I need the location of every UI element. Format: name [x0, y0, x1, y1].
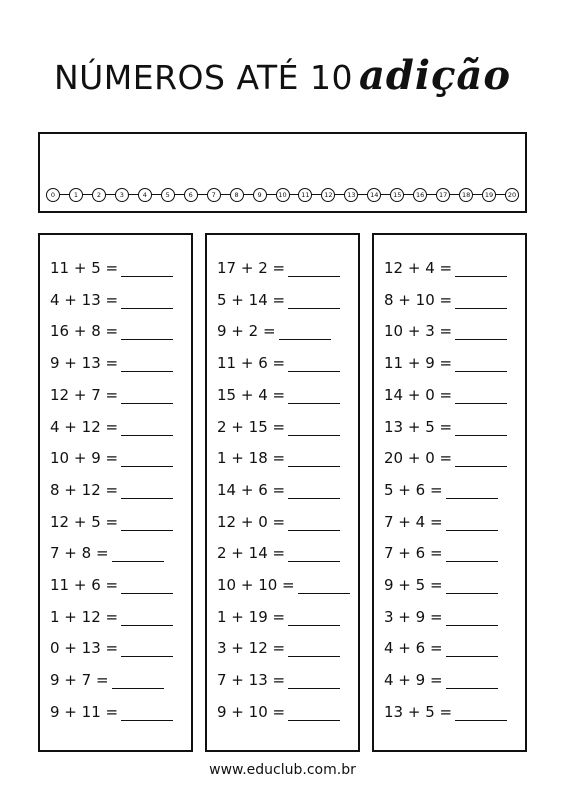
equation-text: 16 + 8 = — [50, 322, 119, 341]
equation-text: 2 + 15 = — [217, 417, 286, 436]
exercise-row — [50, 445, 173, 467]
answer-blank[interactable] — [455, 451, 507, 467]
answer-blank[interactable] — [121, 293, 173, 309]
exercise-row — [50, 667, 164, 689]
number-line-tick: 18 — [459, 188, 473, 202]
equation-text: 12 + 4 = — [384, 259, 453, 277]
answer-blank[interactable] — [288, 705, 340, 721]
exercise-row — [50, 509, 173, 531]
answer-blank[interactable] — [446, 673, 498, 689]
exercise-row — [50, 540, 164, 562]
answer-blank[interactable] — [455, 420, 507, 436]
answer-blank[interactable] — [288, 610, 340, 626]
number-line-box — [38, 132, 527, 213]
equation-text: 4 + 12 = — [50, 417, 119, 436]
equation-text: 7 + 13 = — [217, 671, 286, 690]
exercise-row — [50, 382, 173, 404]
number-line-tick: 9 — [253, 188, 267, 202]
number-line-tick: 14 — [367, 188, 381, 202]
answer-blank[interactable] — [121, 483, 173, 499]
answer-blank[interactable] — [112, 673, 164, 689]
answer-blank[interactable] — [279, 324, 331, 340]
answer-blank[interactable] — [455, 261, 507, 277]
answer-blank[interactable] — [446, 515, 498, 531]
title-main: NÚMEROS ATÉ 10 — [53, 58, 353, 97]
equation-text: 10 + 10 = — [217, 576, 295, 594]
exercise-row — [217, 604, 340, 626]
exercise-row — [384, 540, 498, 562]
exercise-row — [384, 635, 498, 657]
equation-text: 5 + 14 = — [217, 290, 286, 309]
answer-blank[interactable] — [121, 451, 173, 467]
equation-text: 12 + 5 = — [50, 512, 119, 531]
equation-text: 12 + 0 = — [217, 512, 286, 531]
exercise-row — [50, 635, 173, 657]
exercise-row — [217, 287, 340, 309]
footer-url: www.educlub.com.br — [209, 762, 356, 778]
equation-text: 11 + 9 = — [384, 354, 453, 373]
equation-text: 7 + 8 = — [50, 544, 109, 563]
answer-blank[interactable] — [288, 261, 340, 277]
equation-text: 9 + 7 = — [50, 671, 109, 690]
equation-text: 9 + 10 = — [217, 702, 286, 721]
equation-text: 3 + 9 = — [384, 607, 443, 626]
equation-text: 4 + 13 = — [50, 290, 119, 309]
exercise-row — [217, 635, 340, 657]
answer-blank[interactable] — [455, 324, 507, 340]
answer-blank[interactable] — [446, 578, 498, 594]
exercise-row — [217, 382, 340, 404]
exercise-row — [384, 572, 498, 594]
equation-text: 9 + 13 = — [50, 354, 119, 373]
equation-text: 7 + 6 = — [384, 544, 443, 563]
equation-text: 10 + 3 = — [384, 322, 453, 341]
exercise-row — [384, 509, 498, 531]
exercise-row — [217, 477, 340, 499]
number-line-tick: 12 — [321, 188, 335, 202]
equation-text: 14 + 6 = — [217, 480, 286, 499]
answer-blank[interactable] — [455, 356, 507, 372]
equation-text: 15 + 4 = — [217, 385, 286, 404]
exercise-row — [384, 287, 507, 309]
equation-text: 9 + 11 = — [50, 702, 119, 721]
answer-blank[interactable] — [288, 641, 340, 657]
equation-text: 1 + 19 = — [217, 607, 286, 626]
number-line-tick: 19 — [482, 188, 496, 202]
exercise-row — [50, 604, 173, 626]
number-line-tick: 17 — [436, 188, 450, 202]
answer-blank[interactable] — [121, 324, 173, 340]
exercise-row — [50, 350, 173, 372]
answer-blank[interactable] — [446, 483, 498, 499]
answer-blank[interactable] — [121, 388, 173, 404]
exercise-row — [217, 509, 340, 531]
equation-text: 0 + 13 = — [50, 639, 119, 658]
number-line-tick: 10 — [276, 188, 290, 202]
answer-blank[interactable] — [121, 705, 173, 721]
number-line-tick: 20 — [505, 188, 519, 202]
equation-text: 8 + 12 = — [50, 480, 119, 499]
exercise-row — [50, 255, 173, 277]
number-line — [46, 188, 519, 202]
exercise-row — [217, 445, 340, 467]
number-line-tick: 7 — [207, 188, 221, 202]
exercise-row — [50, 287, 173, 309]
exercise-row — [384, 382, 507, 404]
answer-blank[interactable] — [288, 388, 340, 404]
exercise-row — [384, 350, 507, 372]
answer-blank[interactable] — [446, 610, 498, 626]
exercise-row — [50, 318, 173, 340]
equation-text: 1 + 18 = — [217, 449, 286, 468]
exercise-column-1 — [38, 233, 193, 752]
answer-blank[interactable] — [121, 356, 173, 372]
equation-text: 11 + 5 = — [50, 259, 119, 277]
exercise-row — [384, 318, 507, 340]
answer-blank[interactable] — [121, 515, 173, 531]
exercise-row — [50, 414, 173, 436]
exercise-row — [217, 318, 331, 340]
number-line-tick: 13 — [344, 188, 358, 202]
answer-blank[interactable] — [121, 610, 173, 626]
answer-blank[interactable] — [288, 673, 340, 689]
equation-text: 4 + 9 = — [384, 671, 443, 690]
equation-text: 20 + 0 = — [384, 449, 453, 468]
equation-text: 9 + 5 = — [384, 576, 443, 594]
answer-blank[interactable] — [288, 451, 340, 467]
answer-blank[interactable] — [112, 546, 164, 562]
exercise-row — [384, 667, 498, 689]
answer-blank[interactable] — [288, 515, 340, 531]
exercise-row — [217, 540, 340, 562]
equation-text: 9 + 2 = — [217, 322, 276, 341]
answer-blank[interactable] — [455, 388, 507, 404]
exercise-row — [384, 477, 498, 499]
answer-blank[interactable] — [455, 705, 507, 721]
exercise-row — [217, 414, 340, 436]
exercise-row — [217, 572, 350, 594]
exercise-row — [217, 699, 340, 721]
exercise-row — [384, 699, 507, 721]
answer-blank[interactable] — [455, 293, 507, 309]
number-line-tick: 16 — [413, 188, 427, 202]
equation-text: 17 + 2 = — [217, 259, 286, 277]
exercise-row — [217, 255, 340, 277]
equation-text: 8 + 10 = — [384, 290, 453, 309]
number-line-tick: 0 — [46, 188, 60, 202]
number-line-tick: 5 — [161, 188, 175, 202]
exercise-row — [384, 255, 507, 277]
equation-text: 11 + 6 = — [50, 576, 119, 594]
answer-blank[interactable] — [121, 261, 173, 277]
exercise-row — [384, 604, 498, 626]
number-line-tick: 11 — [298, 188, 312, 202]
answer-blank[interactable] — [288, 546, 340, 562]
answer-blank[interactable] — [288, 483, 340, 499]
answer-blank[interactable] — [121, 641, 173, 657]
worksheet-title — [0, 52, 565, 99]
equation-text: 2 + 14 = — [217, 544, 286, 563]
exercise-row — [384, 445, 507, 467]
answer-blank[interactable] — [288, 420, 340, 436]
equation-text: 7 + 4 = — [384, 512, 443, 531]
number-line-tick: 1 — [69, 188, 83, 202]
equation-text: 5 + 6 = — [384, 480, 443, 499]
answer-blank[interactable] — [446, 641, 498, 657]
exercise-column-3 — [372, 233, 527, 752]
answer-blank[interactable] — [288, 293, 340, 309]
answer-blank[interactable] — [298, 578, 350, 594]
equation-text: 13 + 5 = — [384, 702, 453, 721]
equation-text: 4 + 6 = — [384, 639, 443, 658]
title-script: adição — [358, 52, 512, 99]
equation-text: 1 + 12 = — [50, 607, 119, 626]
exercise-row — [50, 477, 173, 499]
answer-blank[interactable] — [446, 546, 498, 562]
number-line-tick: 3 — [115, 188, 129, 202]
exercise-row — [217, 350, 340, 372]
answer-blank[interactable] — [121, 578, 173, 594]
exercise-row — [384, 414, 507, 436]
number-line-tick: 15 — [390, 188, 404, 202]
equation-text: 12 + 7 = — [50, 385, 119, 404]
equation-text: 13 + 5 = — [384, 417, 453, 436]
answer-blank[interactable] — [288, 356, 340, 372]
exercise-row — [50, 699, 173, 721]
equation-text: 10 + 9 = — [50, 449, 119, 468]
answer-blank[interactable] — [121, 420, 173, 436]
equation-text: 3 + 12 = — [217, 639, 286, 658]
number-line-tick: 2 — [92, 188, 106, 202]
exercise-row — [50, 572, 173, 594]
exercise-column-2 — [205, 233, 360, 752]
number-line-tick: 4 — [138, 188, 152, 202]
equation-text: 14 + 0 = — [384, 385, 453, 404]
number-line-tick: 8 — [230, 188, 244, 202]
number-line-tick: 6 — [184, 188, 198, 202]
exercise-row — [217, 667, 340, 689]
equation-text: 11 + 6 = — [217, 354, 286, 373]
